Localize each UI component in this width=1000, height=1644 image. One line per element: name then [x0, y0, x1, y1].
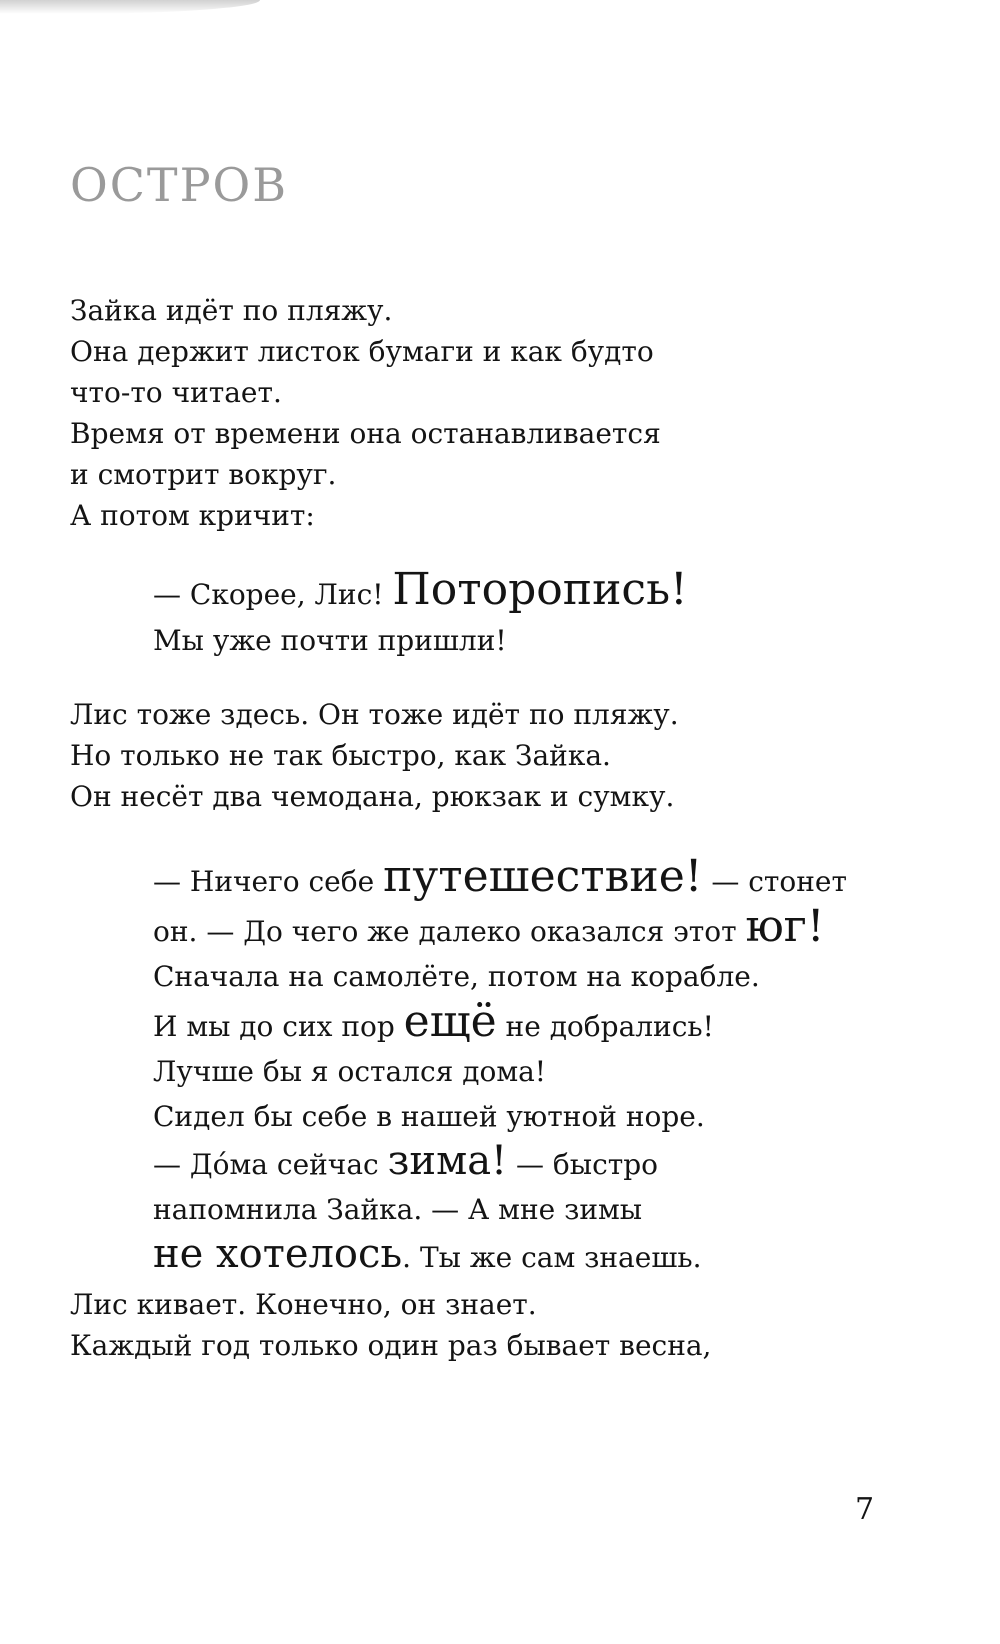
dialogue-line: Сначала на самолёте, потом на корабле. — [153, 960, 760, 993]
page-number: 7 — [855, 1492, 875, 1527]
text-line: Лис тоже здесь. Он тоже идёт по пляжу. — [70, 698, 679, 731]
dialogue-line — [153, 901, 847, 954]
emphasized-word: ещё — [403, 996, 497, 1047]
dialogue-line — [153, 1139, 847, 1187]
dialogue-fox-bunny — [153, 851, 847, 1280]
dialogue-text: — быстро — [507, 1148, 659, 1181]
dialogue-text: он. — До чего же далеко оказался этот — [153, 915, 746, 948]
dialogue-text: — Ничего себе — [153, 865, 384, 898]
emphasized-word: юг! — [745, 901, 825, 952]
paragraph-intro — [70, 290, 661, 536]
dialogue-text: — стонет — [702, 865, 847, 898]
text-line: Зайка идёт по пляжу. — [70, 294, 393, 327]
text-line: Лис кивает. Конечно, он знает. — [70, 1288, 537, 1321]
dialogue-line: напомнила Зайка. — А мне зимы — [153, 1193, 643, 1226]
dialogue-text: не добрались! — [496, 1010, 714, 1043]
paragraph-fox — [70, 694, 679, 817]
text-line: Она держит листок бумаги и как будто — [70, 335, 654, 368]
text-line: и смотрит вокруг. — [70, 458, 337, 491]
emphasized-word: путешествие! — [383, 851, 703, 902]
dialogue-line — [153, 996, 847, 1049]
emphasized-word: зима! — [387, 1138, 508, 1184]
text-line: А потом кричит: — [70, 499, 315, 532]
paragraph-spring — [70, 1284, 711, 1366]
chapter-title: ОСТРОВ — [70, 158, 289, 212]
dialogue-line: Сидел бы себе в нашей уютной норе. — [153, 1100, 705, 1133]
dialogue-line — [153, 1232, 847, 1280]
dialogue-text: — До́ма сейчас — [153, 1148, 388, 1181]
emphasized-word: Поторопись! — [392, 564, 688, 615]
dialogue-text: — Скорее, Лис! — [153, 578, 393, 611]
text-line: Время от времени она останавливается — [70, 417, 661, 450]
dialogue-bunny-1 — [153, 564, 688, 664]
dialogue-line: Мы уже почти пришли! — [153, 624, 507, 657]
dialogue-text: . Ты же сам знаешь. — [402, 1241, 702, 1274]
dialogue-line — [153, 564, 688, 618]
page-corner-shadow — [0, 0, 260, 14]
dialogue-line — [153, 851, 847, 904]
emphasized-word: не хотелось — [153, 1231, 403, 1277]
text-line: Он несёт два чемодана, рюкзак и сумку. — [70, 780, 675, 813]
text-line: Но только не так быстро, как Зайка. — [70, 739, 611, 772]
dialogue-text: И мы до сих пор — [153, 1010, 404, 1043]
text-line: Каждый год только один раз бывает весна, — [70, 1329, 712, 1362]
dialogue-line: Лучше бы я остался дома! — [153, 1055, 547, 1088]
text-line: что-то читает. — [70, 376, 282, 409]
